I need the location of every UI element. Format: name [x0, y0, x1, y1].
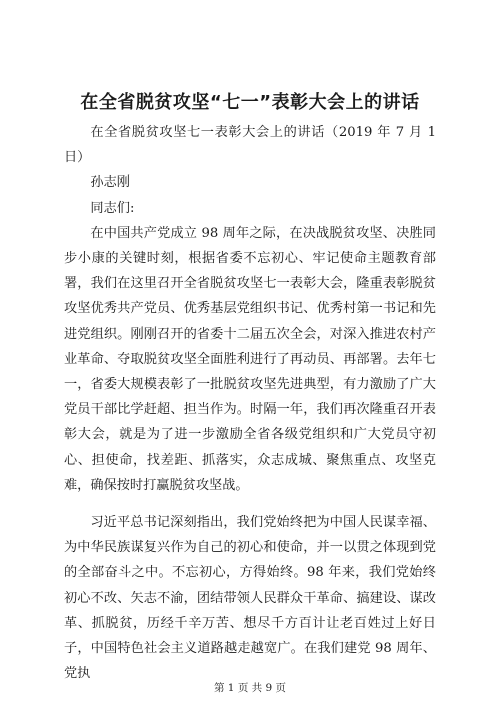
salutation-line: 同志们: [90, 200, 135, 216]
paragraph-2: 习近平总书记深刻指出，我们党始终把为中国人民谋幸福、为中华民族谋复兴作为自己的初心和使命，并一以贯之体现到党的全部奋斗之中。不忘初心，方得始终。98 年来，我们党始终初心不改、矢志不渝，团结带领人民群众干革命、搞建设、谋改革、抓脱贫，历经千辛万苦、想尽千方百计让老百姓过上好日子，中国特色社会主义道路越走越宽广。在我们建党 98 周年、党执 [64, 515, 436, 682]
document-body [64, 120, 436, 686]
paragraph-1: 在中国共产党成立 98 周年之际，在决战脱贫攻坚、决胜同步小康的关键时刻，根据省委不忘初心、牢记使命主题教育部署，我们在这里召开全省脱贫攻坚七一表彰大会，隆重表彰脱贫攻坚优秀共产党员、优秀基层党组织书记、优秀村第一书记和先进党组织。刚刚召开的省委十二届五次全会，对深入推进农村产业革命、夺取脱贫攻坚全面胜利进行了再动员、再部署。去年七一，省委大规模表彰了一批脱贫攻坚先进典型，有力激励了广大党员干部比学赶超、担当作为。时隔一年，我们再次隆重召开表彰大会，就是为了进一步激励全省各级党组织和广大党员守初心、担使命，找差距、抓落实，众志成城、聚焦重点、攻坚克难，确保按时打赢脱贫攻坚战。 [64, 225, 436, 493]
page-footer: 第 1 页 共 9 页 [213, 682, 287, 694]
author-line: 孙志刚 [90, 175, 130, 191]
subtitle-line: 在全省脱贫攻坚七一表彰大会上的讲话（2019 年 7 月 1 日） [64, 125, 436, 166]
document-title: 在全省脱贫攻坚“七一”表彰大会上的讲话 [80, 92, 420, 113]
